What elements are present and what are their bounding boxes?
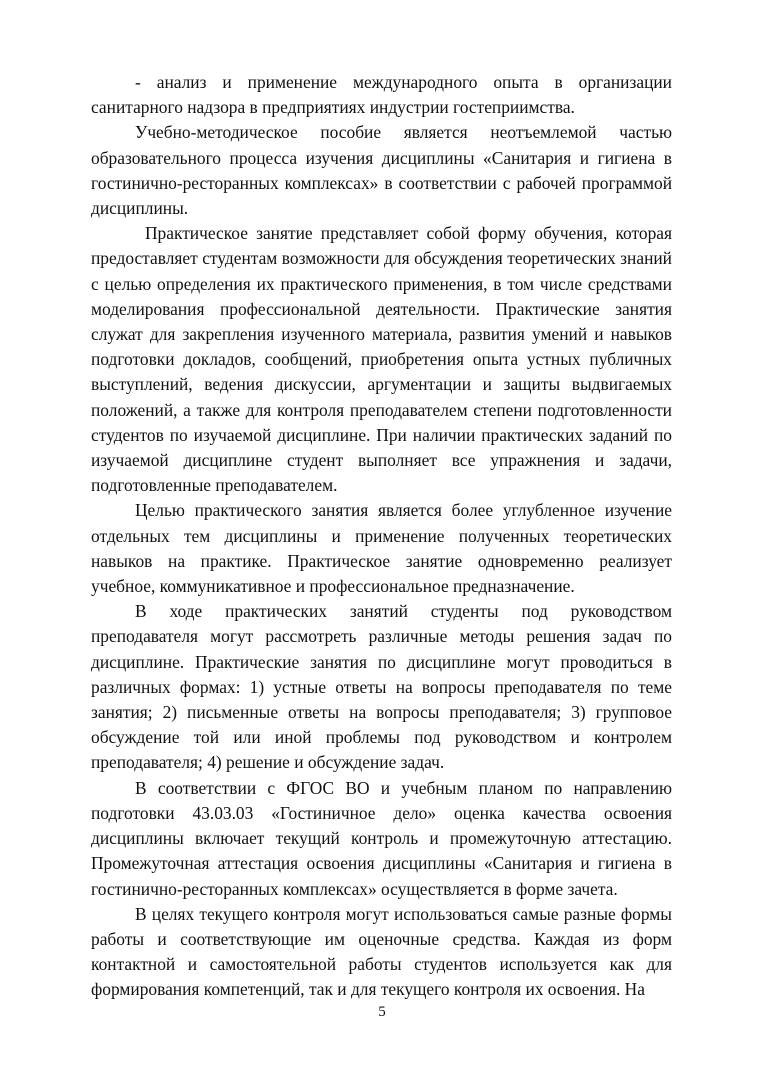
paragraph-manual-purpose: Учебно-методическое пособие является неотъемлемой частью образовательного процесса изучения дисциплины «Санитария и гигиена в гостинично-ресторанных комплексах» в соответствии с рабочей программой дисциплины. bbox=[91, 122, 672, 219]
paragraph-fgos-assessment: В соответствии с ФГОС ВО и учебным планом по направлению подготовки 43.03.03 «Гостиничное дело» оценка качества освоения дисциплины включает текущий контроль и промежуточную аттестацию. Промежуточная аттестация освоения дисциплины «Санитария и гигиена в гостинично-ресторанных комплексах» осуществляется в форме зачета. bbox=[91, 777, 672, 899]
paragraph-practical-lesson-goal: Целью практического занятия является более углубленное изучение отдельных тем дисциплины и применение полученных теоретических навыков на практике. Практическое занятие одновременно реализует учебное, коммуникативное и профессиональное предназначение. bbox=[91, 500, 672, 597]
paragraph-practical-lesson-definition: Практическое занятие представляет собой форму обучения, которая предоставляет студентам возможности для обсуждения теоретических знаний с целью определения их практического применения, в том числе средствами моделирования профессиональной деятельности. Практические занятия служат для закрепления изученного материала, развития умений и навыков подготовки докладов, сообщений, приобретения опыта устных публичных выступлений, ведения дискуссии, аргументации и защиты выдвигаемых положений, а также для контроля преподавателем степени подготовленности студентов по изучаемой дисциплине. При наличии практических заданий по изучаемой дисциплине студент выполняет все упражнения и задачи, подготовленные преподавателем. bbox=[91, 223, 672, 496]
page-body bbox=[91, 70, 672, 1003]
page-number: 5 bbox=[378, 1004, 386, 1020]
paragraph-practical-lesson-forms: В ходе практических занятий студенты под руководством преподавателя могут рассмотреть различные методы решения задач по дисциплине. Практические занятия по дисциплине могут проводиться в различных формах: 1) устные ответы на вопросы преподавателя по теме занятия; 2) письменные ответы на вопросы преподавателя; 3) групповое обсуждение той или иной проблемы под руководством и контролем преподавателя; 4) решение и обсуждение задач. bbox=[91, 601, 672, 773]
paragraph-international-experience: - анализ и применение международного опыта в организации санитарного надзора в предприятиях индустрии гостеприимства. bbox=[91, 72, 672, 118]
paragraph-current-control: В целях текущего контроля могут использоваться самые разные формы работы и соответствующие им оценочные средства. Каждая из форм контактной и самостоятельной работы студентов используется как для формирования компетенций, так и для текущего контроля их освоения. На bbox=[91, 903, 672, 1000]
